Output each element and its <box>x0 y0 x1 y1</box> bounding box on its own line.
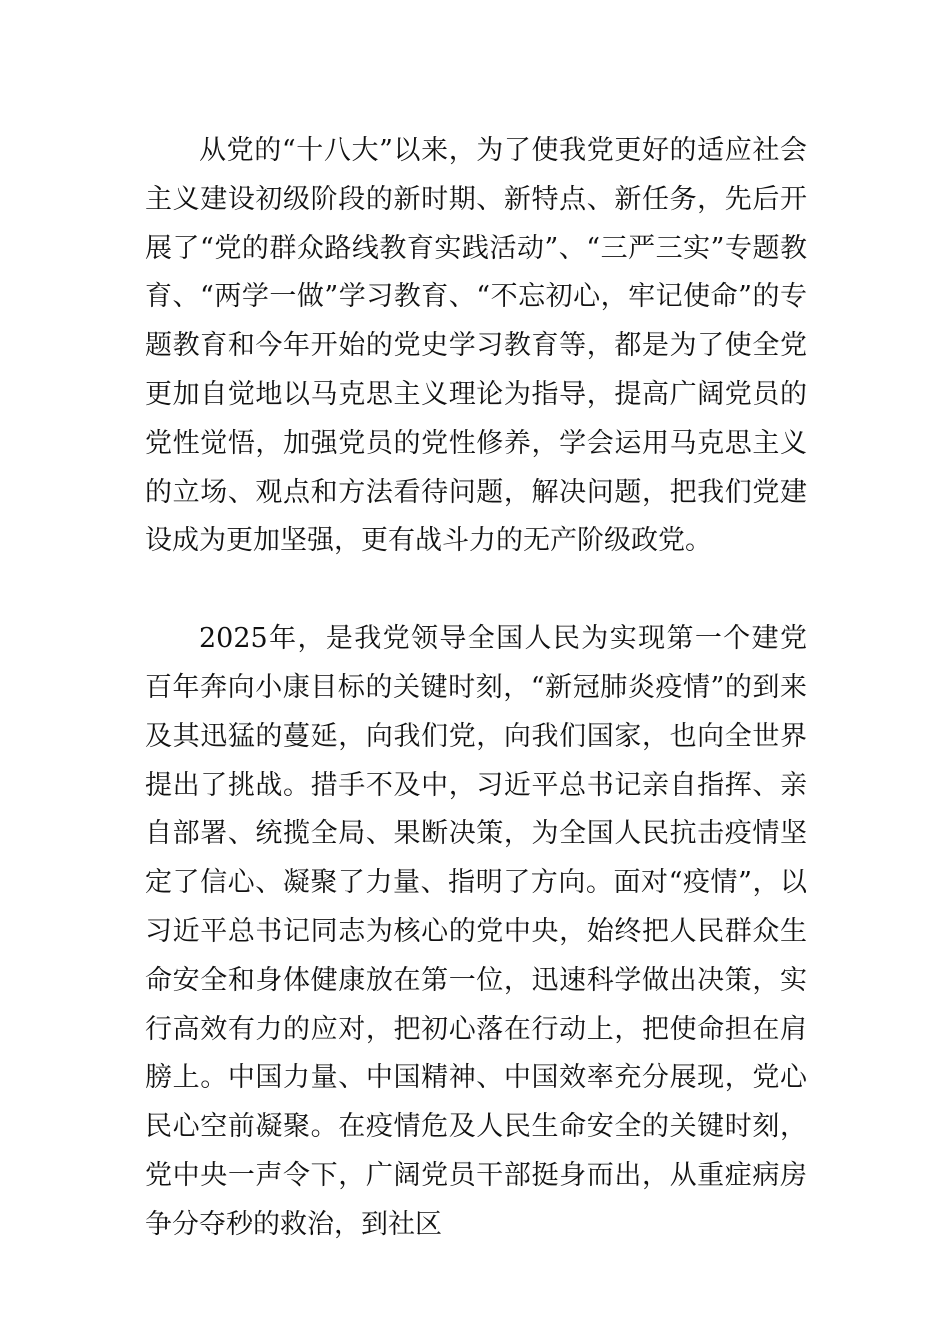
paragraph-2: 2025年，是我党领导全国人民为实现第一个建党百年奔向小康目标的关键时刻，“新冠肺炎疫情”的到来及其迅猛的蔓延，向我们党，向我们国家，也向全世界提出了挑战。措手不及中，习近平总书记亲自指挥、亲自部署、统揽全局、果断决策，为全国人民抗击疫情坚定了信心、凝聚了力量、指明了方向。面对“疫情”，以习近平总书记同志为核心的党中央，始终把人民群众生命安全和身体健康放在第一位，迅速科学做出决策，实行高效有力的应对，把初心落在行动上，把使命担在肩膀上。中国力量、中国精神、中国效率充分展现，党心民心空前凝聚。在疫情危及人民生命安全的关键时刻，党中央一声令下，广阔党员干部挺身而出，从重症病房争分夺秒的救治，到社区 <box>145 623 807 1240</box>
paragraph-1: 从党的“十八大”以来，为了使我党更好的适应社会主义建设初级阶段的新时期、新特点、新任务，先后开展了“党的群众路线教育实践活动”、“三严三实”专题教育、“两学一做”学习教育、“不忘初心，牢记使命”的专题教育和今年开始的党史学习教育等，都是为了使全党更加自觉地以马克思主义理论为指导，提高广阔党员的党性觉悟，加强党员的党性修养，学会运用马克思主义的立场、观点和方法看待问题，解决问题，把我们党建设成为更加坚强，更有战斗力的无产阶级政党。 <box>145 135 807 557</box>
document-body <box>145 127 807 1250</box>
